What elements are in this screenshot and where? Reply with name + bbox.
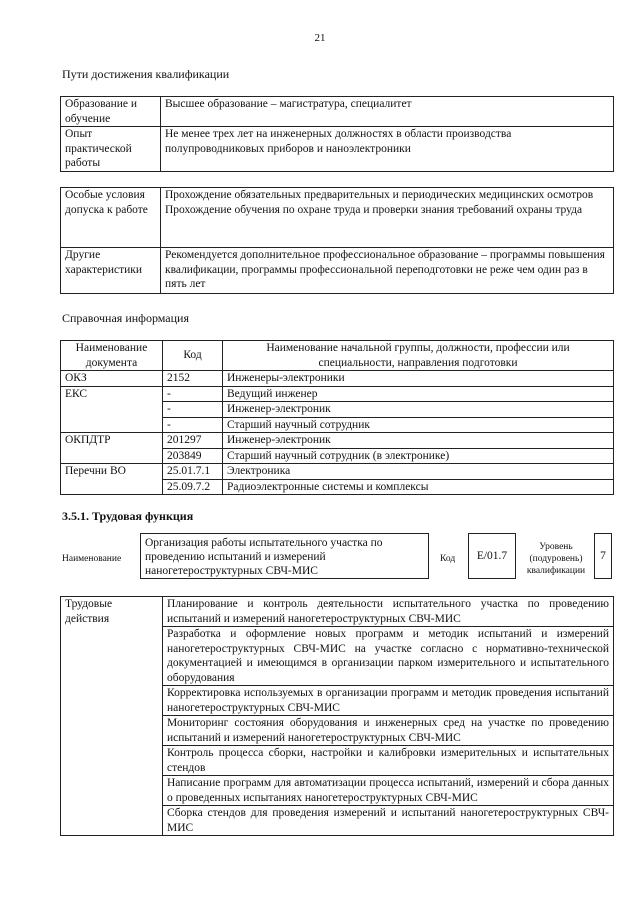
cell-name: Радиоэлектронные системы и комплексы [223, 479, 614, 495]
action-item: Сборка стендов для проведения измерений и испытаний наногетероструктурных СВЧ-МИС [163, 806, 614, 836]
cell-name: Инженер-электроник [223, 402, 614, 418]
table-row [61, 371, 614, 387]
cell-name: Инженер-электроник [223, 433, 614, 449]
page-number: 21 [314, 32, 326, 44]
row-label: Опыт практической работы [61, 127, 161, 172]
function-name-value: Организация работы испытательного участка по проведению испытаний и измерений наногетероструктурных СВЧ-МИС [140, 533, 429, 579]
row-value: Рекомендуется дополнительное профессиональное образование – программы повышения квалификации, программы профессиональной переподготовки не реже чем один раз в пять лет [161, 248, 614, 294]
action-item: Разработка и оформление новых программ и методик испытаний и измерений наногетероструктурных СВЧ-МИС на участке согласно с нормативно-технической документацией и имеющимся в организации парком измерительного и испытательного оборудования [163, 627, 614, 686]
table-row [61, 433, 614, 449]
table-row [61, 188, 614, 248]
actions-label: Трудовые действия [61, 597, 163, 836]
cell-code: 25.01.7.1 [163, 464, 223, 480]
action-item: Планирование и контроль деятельности испытательного участка по проведению испытаний и измерений наногетероструктурных СВЧ-МИС [163, 597, 614, 627]
cell-code: 201297 [163, 433, 223, 449]
cell-document: Перечни ВО [61, 464, 163, 495]
action-item: Корректировка используемых в организации программ и методик проведения испытаний наногетероструктурных СВЧ-МИС [163, 686, 614, 716]
table-header-row [61, 341, 614, 371]
cell-code: - [163, 402, 223, 418]
section-title-reference: Справочная информация [62, 311, 189, 325]
cell-document: ОКЗ [61, 371, 163, 387]
cell-name: Старший научный сотрудник (в электронике) [223, 448, 614, 464]
row-label: Особые условия допуска к работе [61, 188, 161, 248]
cell-name: Инженеры-электроники [223, 371, 614, 387]
cell-name: Ведущий инженер [223, 386, 614, 402]
cell-document: ОКПДТР [61, 433, 163, 464]
cell-document: ЕКС [61, 386, 163, 433]
qualification-paths-table [60, 96, 614, 172]
cell-code: - [163, 417, 223, 433]
cell-code: 2152 [163, 371, 223, 387]
column-header-code: Код [163, 341, 223, 371]
table-row [61, 248, 614, 294]
action-item: Мониторинг состояния оборудования и инженерных сред на участке по проведению испытаний и измерений наногетероструктурных СВЧ-МИС [163, 716, 614, 746]
section-title-qualification-paths: Пути достижения квалификации [62, 67, 230, 81]
row-label: Образование и обучение [61, 97, 161, 127]
row-label: Другие характеристики [61, 248, 161, 294]
row-value: Не менее трех лет на инженерных должностях в области производства полупроводниковых приборов и наноэлектроники [161, 127, 614, 172]
cell-code: 25.09.7.2 [163, 479, 223, 495]
row-value-line: Прохождение обучения по охране труда и проверки знания требований охраны труда [165, 203, 583, 216]
row-value: Высшее образование – магистратура, специалитет [161, 97, 614, 127]
table-row [61, 127, 614, 172]
qualification-level-label: Уровень (подуровень) квалификации [526, 542, 586, 576]
function-code-label: Код [440, 554, 456, 564]
column-header-name: Наименование начальной группы, должности, профессии или специальности, направления подготовки [223, 341, 614, 371]
table-row [61, 597, 614, 627]
reference-table [60, 340, 614, 495]
function-code-value: E/01.7 [468, 533, 516, 579]
cell-code: 203849 [163, 448, 223, 464]
cell-name: Электроника [223, 464, 614, 480]
row-value [161, 188, 614, 248]
action-item: Написание программ для автоматизации процесса испытаний, измерений и сбора данных о проведенных испытаниях наногетероструктурных СВЧ-МИС [163, 776, 614, 806]
row-value-line: Прохождение обязательных предварительных и периодических медицинских осмотров [165, 189, 594, 201]
table-row [61, 464, 614, 480]
table-row [61, 386, 614, 402]
table-row [61, 97, 614, 127]
cell-code: - [163, 386, 223, 402]
column-header-document: Наименование документа [61, 341, 163, 371]
qualification-level-value: 7 [594, 533, 612, 579]
action-item: Контроль процесса сборки, настройки и калибровки измерительных и испытательных стендов [163, 746, 614, 776]
labor-function-title: 3.5.1. Трудовая функция [62, 509, 194, 523]
special-conditions-table [60, 187, 614, 294]
function-name-label: Наименование [62, 554, 122, 564]
labor-actions-table [60, 596, 614, 836]
cell-name: Старший научный сотрудник [223, 417, 614, 433]
